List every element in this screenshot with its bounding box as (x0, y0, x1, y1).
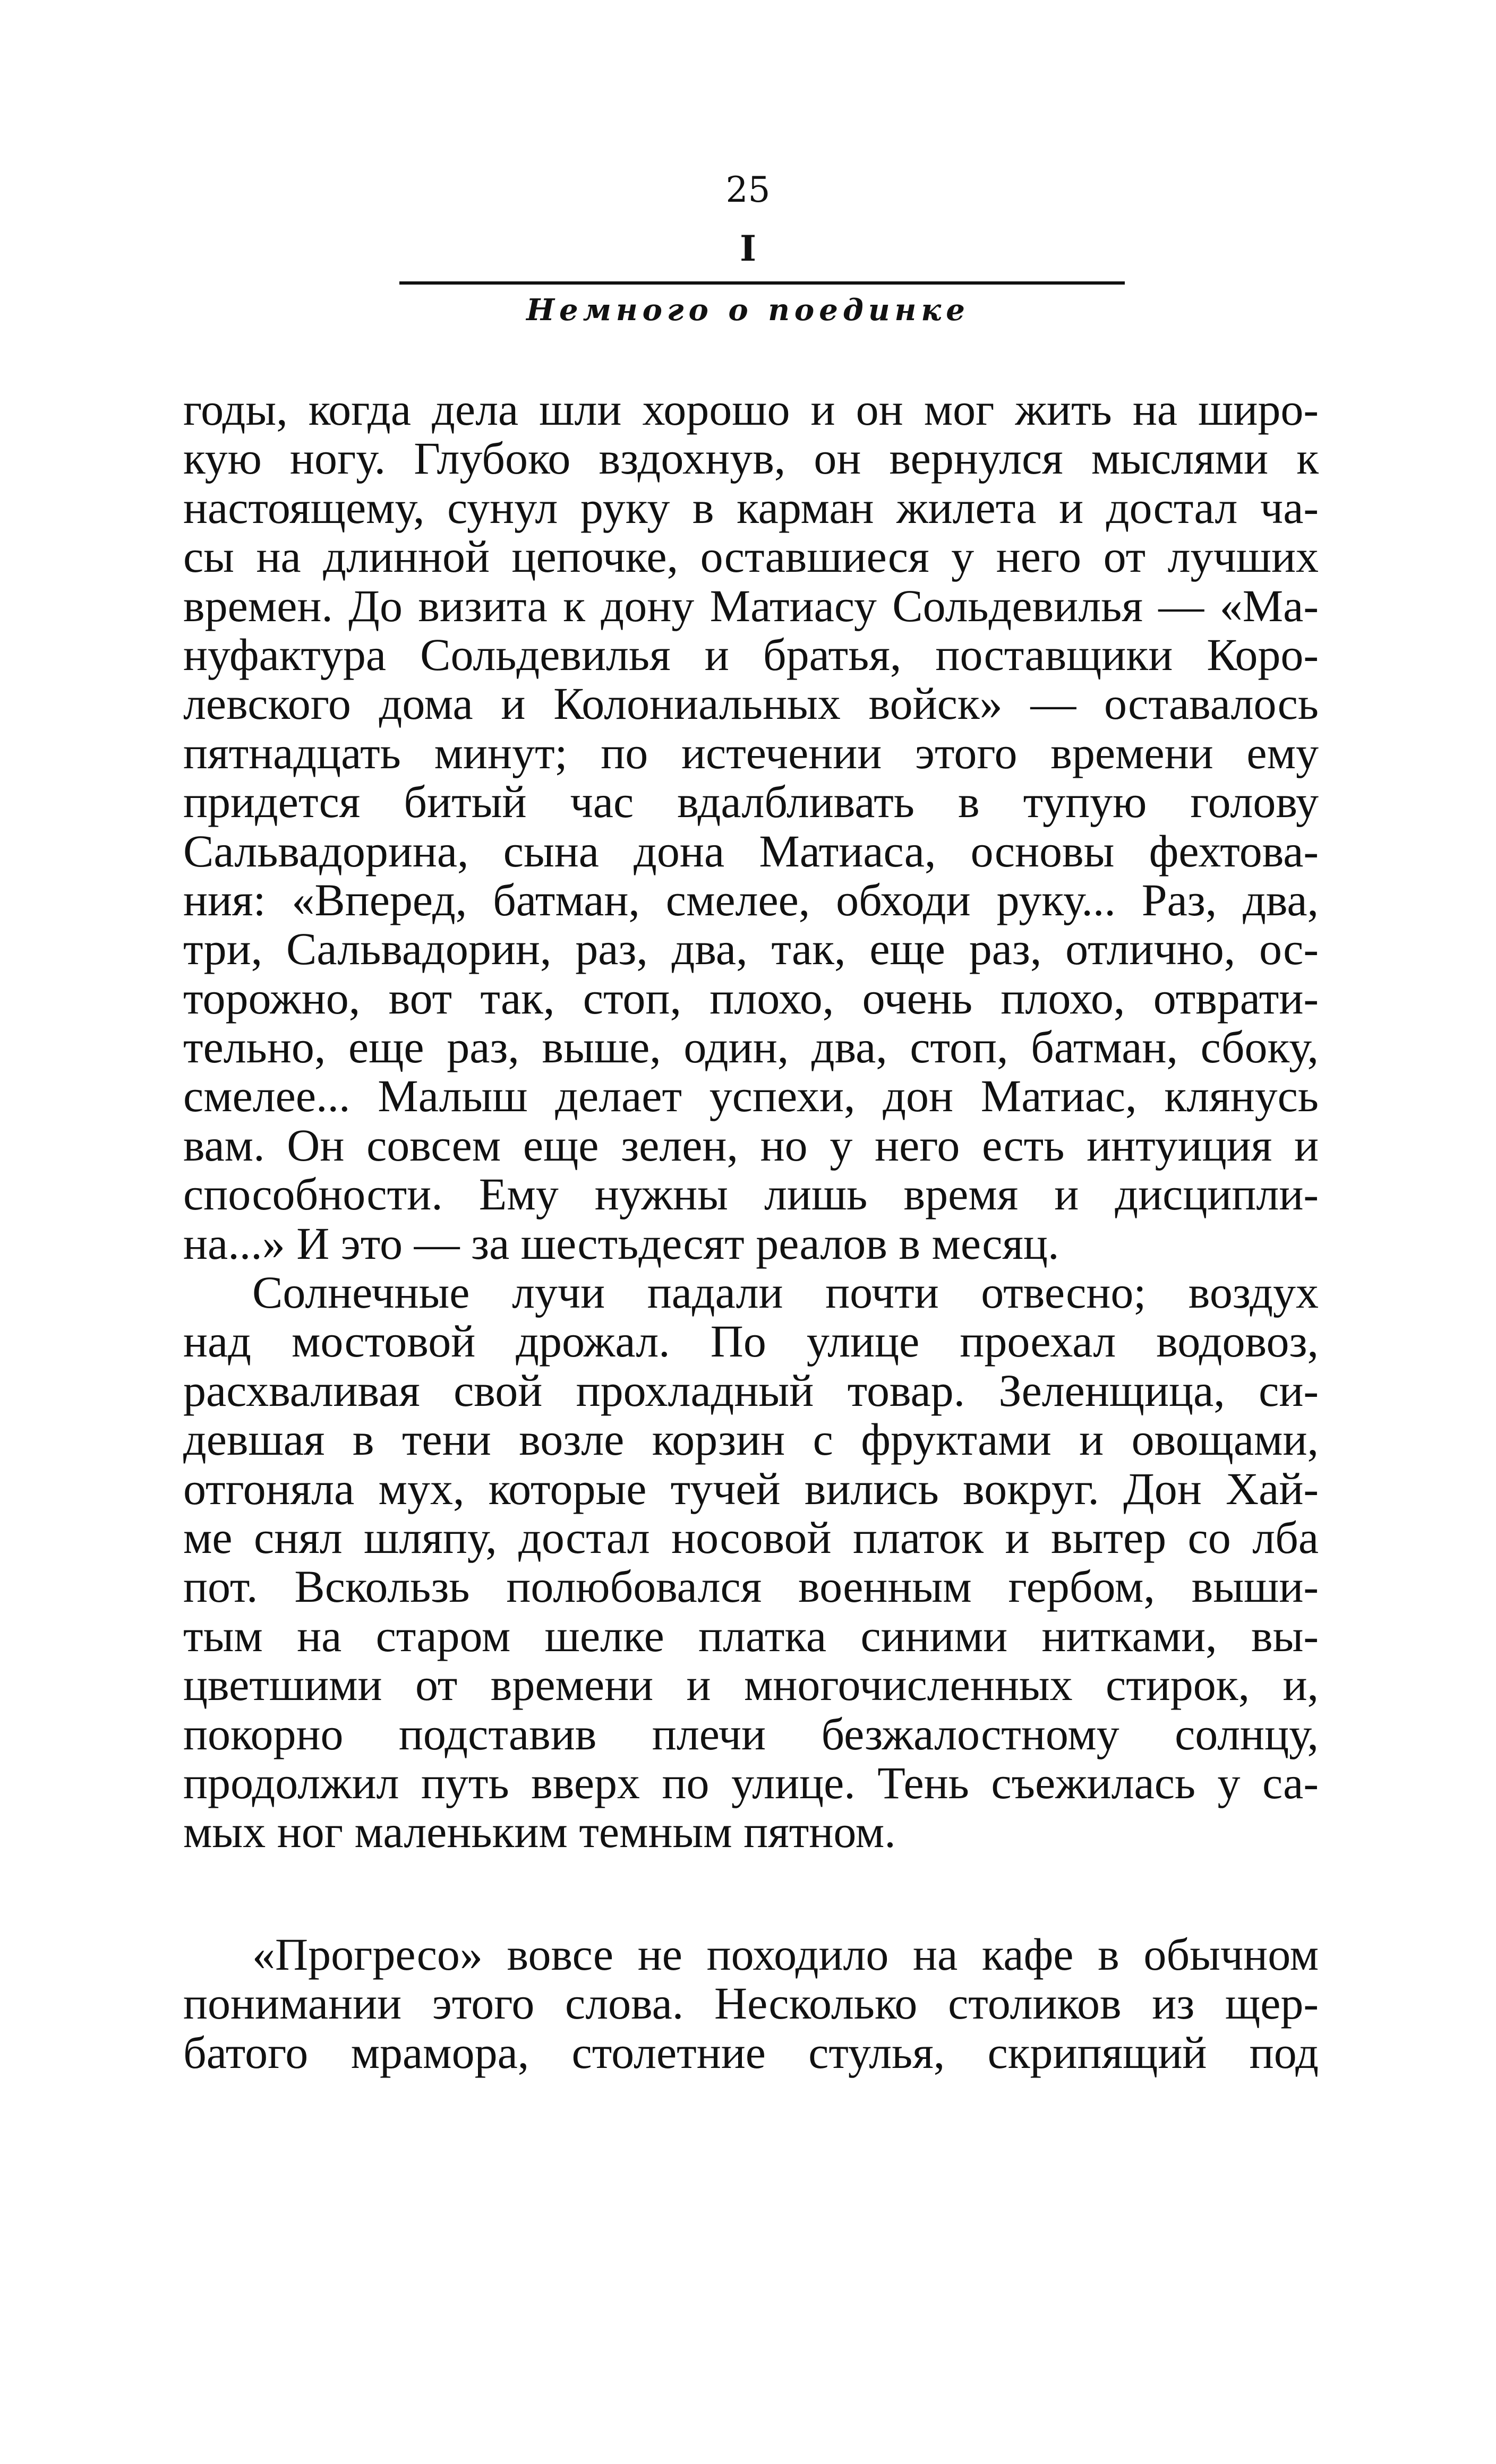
text-line: смелее... Малыш делает успехи, дон Матиас, клянусь (183, 1070, 1319, 1122)
text-line: годы, когда дела шли хорошо и он мог жить на широ- (183, 384, 1319, 435)
text-line: придется битый час вдалбливать в тупую голову (183, 776, 1319, 828)
text-line: Сальвадорина, сына дона Матиаса, основы фехтова- (183, 825, 1319, 877)
text-line: способности. Ему нужны лишь время и дисципли- (183, 1169, 1319, 1220)
text-line: мых ног маленьким темным пятном. (183, 1806, 896, 1858)
paragraph-1 (183, 385, 1319, 1268)
text-line: понимании этого слова. Несколько столиков из щер- (183, 1978, 1319, 2029)
text-line: три, Сальвадорин, раз, два, так, еще раз, отлично, ос- (183, 923, 1319, 975)
page-number: 25 (725, 169, 771, 210)
section-break (183, 1857, 1319, 1930)
text-line: ме снял шляпу, достал носовой платок и вытер со лба (183, 1512, 1319, 1563)
text-line: Солнечные лучи падали почти отвесно; воздух (252, 1267, 1319, 1318)
paragraph-2 (183, 1268, 1319, 1857)
text-line: на...» И это — за шестьдесят реалов в месяц. (183, 1217, 1059, 1269)
text-line: батого мрамора, столетние стулья, скрипящий под (183, 2027, 1319, 2078)
text-body (183, 385, 1319, 2077)
text-line: настоящему, сунул руку в карман жилета и достал ча- (183, 482, 1319, 533)
text-line: девшая в тени возле корзин с фруктами и овощами, (183, 1414, 1319, 1465)
text-line: сы на длинной цепочке, оставшиеся у него от лучших (183, 531, 1319, 582)
text-line: тым на старом шелке платка синими нитками, вы- (183, 1610, 1319, 1661)
text-line: ния: «Вперед, батман, смелее, обходи руку... Раз, два, (183, 874, 1319, 925)
text-line: торожно, вот так, стоп, плохо, очень плохо, отврати- (183, 972, 1319, 1024)
text-line: цветшими от времени и многочисленных стирок, и, (183, 1659, 1319, 1711)
text-line: кую ногу. Глубоко вздохнув, он вернулся мыслями к (183, 433, 1319, 484)
text-line: расхваливая свой прохладный товар. Зеленщица, си- (183, 1364, 1319, 1416)
text-line: тельно, еще раз, выше, один, два, стоп, батман, сбоку, (183, 1021, 1319, 1073)
chapter-title: Немного о поединке (526, 293, 970, 328)
text-line: продолжил путь вверх по улице. Тень съежилась у са- (183, 1757, 1319, 1808)
part-number: I (740, 228, 756, 269)
text-line: вам. Он совсем еще зелен, но у него есть интуиция и (183, 1119, 1319, 1171)
text-line: пятнадцать минут; по истечении этого времени ему (183, 727, 1319, 778)
text-line: «Прогресо» вовсе не походило на кафе в обычном (252, 1928, 1319, 1980)
text-line: покорно подставив плечи безжалостному солнцу, (183, 1708, 1319, 1759)
text-line: левского дома и Колониальных войск» — оставалось (183, 678, 1319, 729)
text-line: пот. Вскользь полюбовался военным гербом, выши- (183, 1561, 1319, 1612)
text-line: отгоняла мух, которые тучей вились вокруг. Дон Хай- (183, 1463, 1319, 1514)
text-line: времен. До визита к дону Матиасу Сольдевилья — «Ма- (183, 580, 1319, 631)
text-line: нуфактура Сольдевилья и братья, поставщики Коро- (183, 629, 1319, 680)
header-rule (399, 281, 1125, 285)
text-line: над мостовой дрожал. По улице проехал водовоз, (183, 1316, 1319, 1367)
paragraph-3 (183, 1930, 1319, 2077)
